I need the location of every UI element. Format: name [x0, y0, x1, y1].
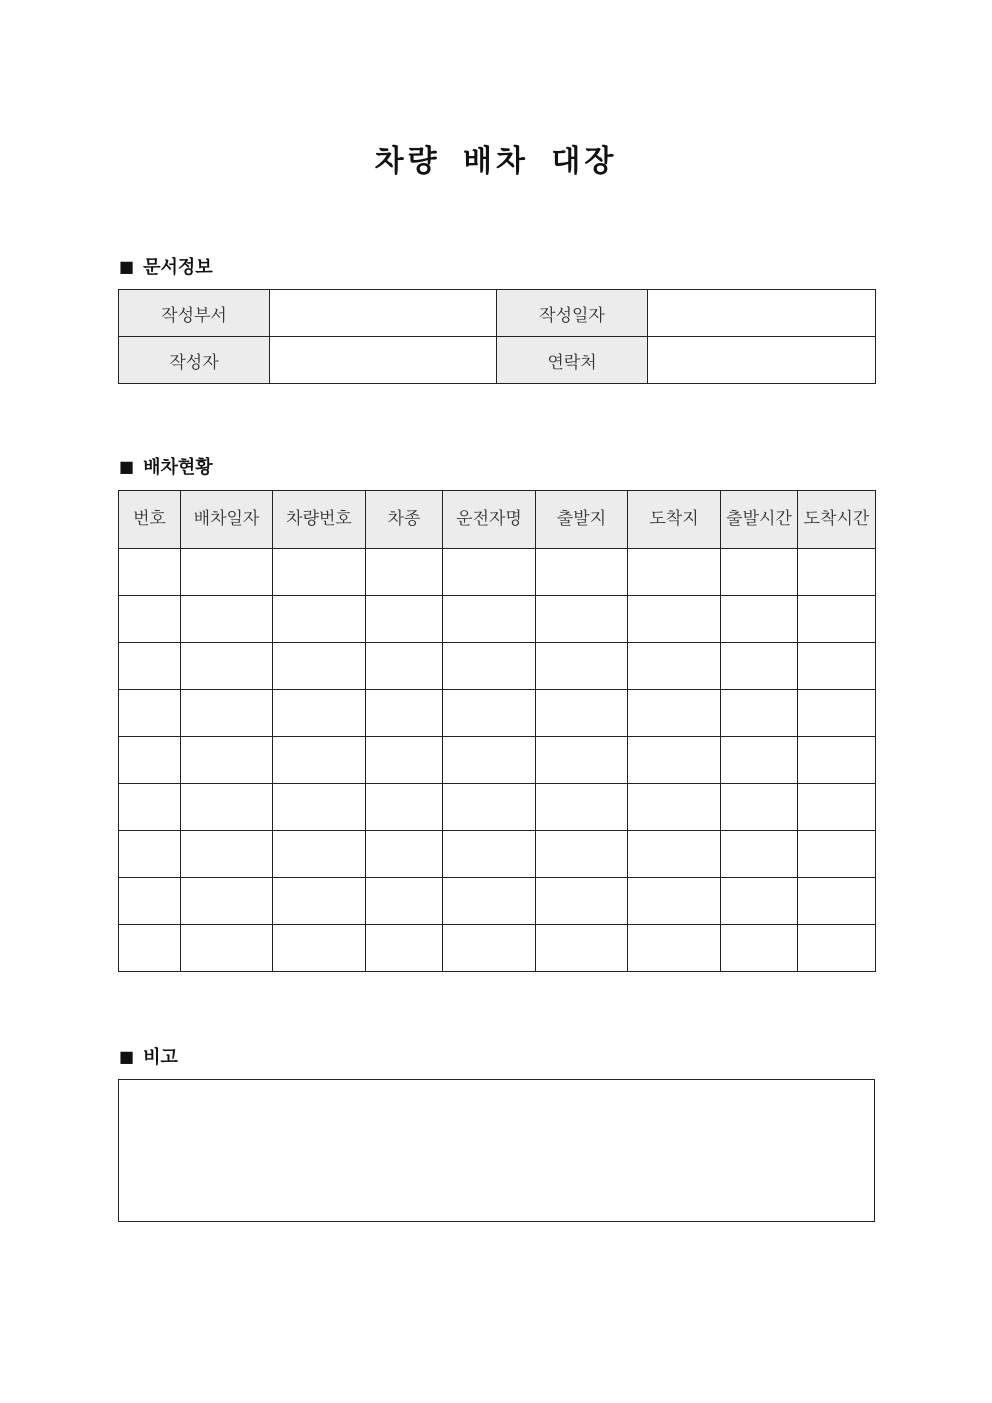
table-cell[interactable]: [721, 831, 798, 878]
table-cell[interactable]: [798, 596, 876, 643]
table-cell[interactable]: [443, 784, 536, 831]
table-cell[interactable]: [443, 549, 536, 596]
table-cell[interactable]: [443, 737, 536, 784]
table-cell[interactable]: [119, 596, 181, 643]
col-header-destination: 도착지: [628, 491, 721, 549]
table-cell[interactable]: [536, 831, 628, 878]
table-cell[interactable]: [366, 925, 443, 972]
table-cell[interactable]: [628, 925, 721, 972]
table-cell[interactable]: [798, 737, 876, 784]
table-cell[interactable]: [628, 549, 721, 596]
col-header-dispatch-date: 배차일자: [181, 491, 273, 549]
table-cell[interactable]: [119, 549, 181, 596]
doc-info-row: [119, 337, 876, 384]
remarks-box[interactable]: [118, 1079, 875, 1222]
doc-info-heading: [119, 253, 213, 279]
table-cell[interactable]: [366, 737, 443, 784]
table-cell[interactable]: [628, 878, 721, 925]
doc-info-row: [119, 290, 876, 337]
table-cell[interactable]: [366, 831, 443, 878]
remarks-heading: [119, 1043, 178, 1069]
table-cell[interactable]: [181, 784, 273, 831]
square-bullet-icon: ■: [119, 1046, 135, 1066]
table-cell[interactable]: [119, 643, 181, 690]
table-cell[interactable]: [273, 784, 366, 831]
table-cell[interactable]: [366, 549, 443, 596]
table-cell[interactable]: [181, 737, 273, 784]
dispatch-table: [118, 490, 876, 972]
table-cell[interactable]: [119, 831, 181, 878]
col-header-vehicle-type: 차종: [366, 491, 443, 549]
doc-info-heading-label: 문서정보: [143, 257, 213, 278]
table-cell[interactable]: [181, 831, 273, 878]
table-row: [119, 596, 876, 643]
table-cell[interactable]: [273, 643, 366, 690]
table-row: [119, 737, 876, 784]
dispatch-header-row: [119, 491, 876, 549]
table-cell[interactable]: [181, 878, 273, 925]
table-cell[interactable]: [366, 784, 443, 831]
col-header-driver-name: 운전자명: [443, 491, 536, 549]
table-cell[interactable]: [181, 690, 273, 737]
table-row: [119, 549, 876, 596]
table-cell[interactable]: [628, 737, 721, 784]
table-cell[interactable]: [628, 831, 721, 878]
contact-label: 연락처: [497, 337, 648, 384]
table-cell[interactable]: [798, 925, 876, 972]
table-cell[interactable]: [443, 925, 536, 972]
doc-info-table: [118, 289, 876, 384]
table-cell[interactable]: [443, 878, 536, 925]
table-cell[interactable]: [181, 925, 273, 972]
square-bullet-icon: ■: [119, 456, 135, 476]
table-cell[interactable]: [536, 925, 628, 972]
table-cell[interactable]: [721, 596, 798, 643]
table-cell[interactable]: [119, 784, 181, 831]
table-cell[interactable]: [273, 878, 366, 925]
table-cell[interactable]: [366, 643, 443, 690]
table-cell[interactable]: [798, 690, 876, 737]
table-cell[interactable]: [119, 878, 181, 925]
table-cell[interactable]: [721, 549, 798, 596]
table-row: [119, 925, 876, 972]
table-cell[interactable]: [721, 737, 798, 784]
col-header-departure-time: 출발시간: [721, 491, 798, 549]
table-row: [119, 690, 876, 737]
table-row: [119, 831, 876, 878]
table-cell[interactable]: [536, 737, 628, 784]
table-cell[interactable]: [366, 878, 443, 925]
table-cell[interactable]: [443, 643, 536, 690]
table-cell[interactable]: [536, 596, 628, 643]
table-cell[interactable]: [181, 549, 273, 596]
table-cell[interactable]: [181, 643, 273, 690]
table-cell[interactable]: [273, 690, 366, 737]
table-cell[interactable]: [273, 549, 366, 596]
page-title: 차량 배차 대장: [374, 144, 618, 179]
contact-field[interactable]: [648, 337, 876, 384]
table-cell[interactable]: [628, 643, 721, 690]
table-cell[interactable]: [366, 690, 443, 737]
table-cell[interactable]: [536, 784, 628, 831]
col-header-vehicle-number: 차량번호: [273, 491, 366, 549]
col-header-number: 번호: [119, 491, 181, 549]
table-cell[interactable]: [721, 784, 798, 831]
table-cell[interactable]: [536, 878, 628, 925]
table-cell[interactable]: [181, 596, 273, 643]
table-cell[interactable]: [798, 831, 876, 878]
square-bullet-icon: ■: [119, 256, 135, 276]
table-cell[interactable]: [119, 690, 181, 737]
table-cell[interactable]: [798, 878, 876, 925]
table-cell[interactable]: [536, 549, 628, 596]
dept-field[interactable]: [270, 290, 497, 337]
table-cell[interactable]: [366, 596, 443, 643]
table-cell[interactable]: [273, 925, 366, 972]
remarks-heading-label: 비고: [143, 1047, 178, 1068]
table-cell[interactable]: [443, 596, 536, 643]
table-cell[interactable]: [721, 643, 798, 690]
table-row: [119, 784, 876, 831]
col-header-arrival-time: 도착시간: [798, 491, 876, 549]
table-cell[interactable]: [628, 784, 721, 831]
table-cell[interactable]: [721, 690, 798, 737]
table-cell[interactable]: [536, 690, 628, 737]
date-field[interactable]: [648, 290, 876, 337]
table-cell[interactable]: [443, 690, 536, 737]
table-cell[interactable]: [628, 596, 721, 643]
dept-label: 작성부서: [119, 290, 270, 337]
dispatch-heading-label: 배차현황: [143, 457, 213, 478]
date-label: 작성일자: [497, 290, 648, 337]
table-cell[interactable]: [273, 737, 366, 784]
table-cell[interactable]: [273, 596, 366, 643]
table-cell[interactable]: [273, 831, 366, 878]
table-cell[interactable]: [119, 737, 181, 784]
table-cell[interactable]: [721, 878, 798, 925]
author-label: 작성자: [119, 337, 270, 384]
table-row: [119, 878, 876, 925]
table-cell[interactable]: [628, 690, 721, 737]
dispatch-heading: [119, 453, 213, 479]
table-cell[interactable]: [798, 643, 876, 690]
table-cell[interactable]: [536, 643, 628, 690]
table-cell[interactable]: [798, 549, 876, 596]
col-header-departure: 출발지: [536, 491, 628, 549]
table-cell[interactable]: [721, 925, 798, 972]
table-row: [119, 643, 876, 690]
table-cell[interactable]: [798, 784, 876, 831]
table-cell[interactable]: [443, 831, 536, 878]
author-field[interactable]: [270, 337, 497, 384]
table-cell[interactable]: [119, 925, 181, 972]
